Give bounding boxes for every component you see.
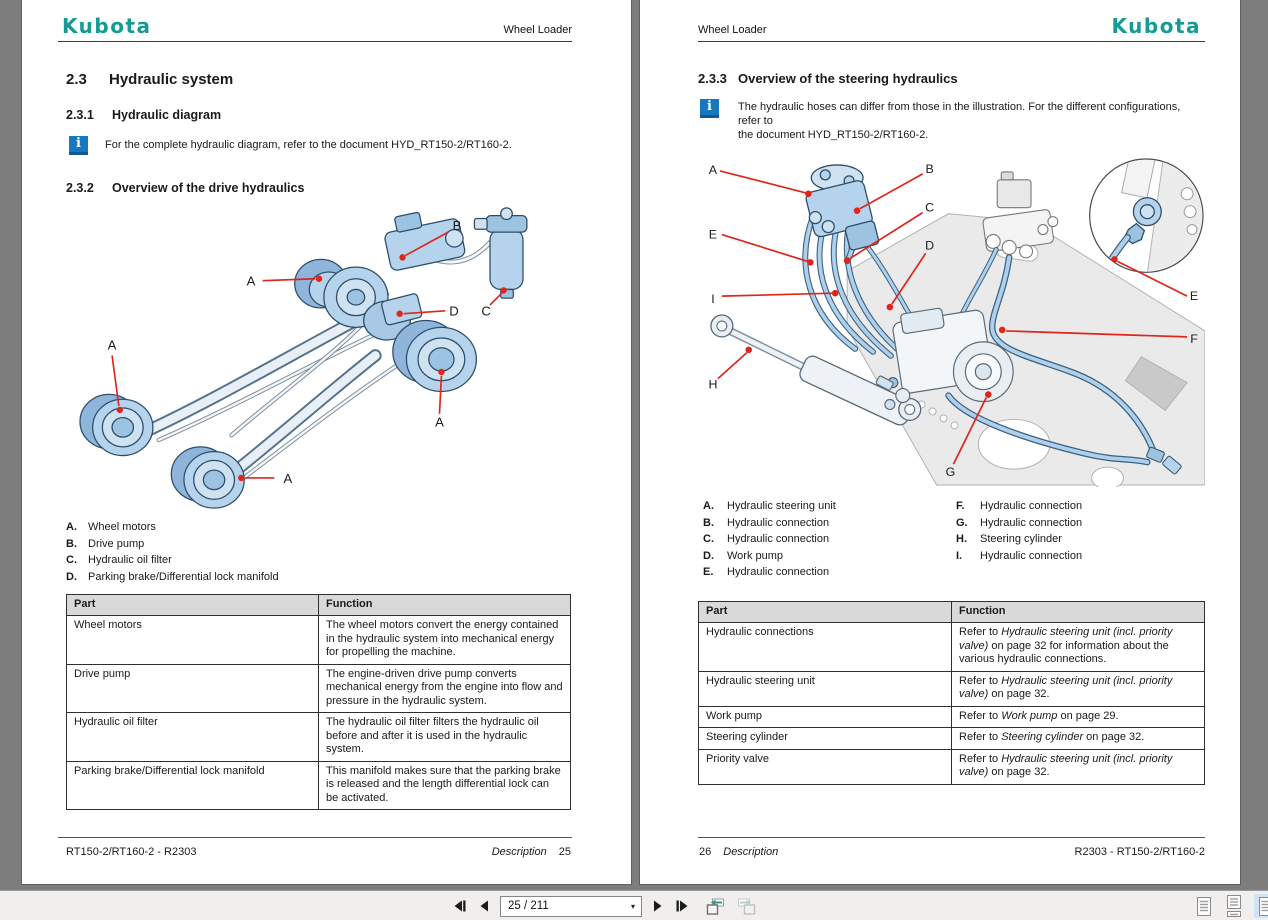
- callout-d-label: D: [925, 238, 935, 253]
- diagram-legend: [66, 521, 572, 583]
- table-row: Hydraulic steering unit Refer to Hydraulic steering unit (incl. priority valve) on page 32.: [699, 671, 1205, 706]
- callout-a-label: A: [283, 470, 293, 486]
- legend-item: E. Hydraulic connection: [703, 566, 830, 578]
- page-number-input[interactable]: [501, 900, 625, 912]
- footer-doc-ref: RT150-2/RT160-2 - R2303: [66, 846, 197, 858]
- last-page-icon: [675, 900, 689, 912]
- doc-type-label: Wheel Loader: [503, 24, 572, 36]
- callout-a-label: A: [708, 162, 718, 177]
- legend-item: C. Hydraulic connection: [703, 533, 830, 545]
- callout-a-label: A: [107, 337, 117, 353]
- section-number: 2.3: [66, 71, 87, 88]
- previous-view-button[interactable]: [703, 895, 727, 917]
- next-view-icon: [736, 897, 758, 916]
- first-page-icon: [453, 900, 467, 912]
- previous-page-icon: [478, 900, 490, 912]
- footer-chapter: Description: [491, 846, 547, 858]
- cross-reference: Hydraulic steering unit (incl. priority valve): [959, 674, 1173, 700]
- previous-page-button[interactable]: [476, 895, 492, 917]
- cross-reference: Work pump: [1001, 709, 1058, 722]
- pdf-viewer-toolbar: [0, 890, 1268, 920]
- legend-item: D. Work pump: [703, 549, 784, 562]
- legend-item: G. Hydraulic connection: [956, 516, 1083, 529]
- page-number-combobox[interactable]: [500, 896, 642, 917]
- callout-c-label: C: [481, 303, 491, 319]
- callout-g-label: G: [945, 465, 956, 480]
- next-view-button[interactable]: [735, 895, 759, 917]
- info-note-text: For the complete hydraulic diagram, refer to the document HYD_RT150-2/RT160-2.: [105, 139, 512, 151]
- facing-layout-icon: [1258, 896, 1268, 917]
- continuous-layout-button[interactable]: [1224, 894, 1244, 918]
- page-header: [58, 13, 572, 42]
- col-header-part: Part: [67, 594, 319, 616]
- cross-reference: Steering cylinder: [1001, 731, 1084, 743]
- previous-view-icon: [704, 897, 726, 916]
- kubota-logo: Kubota: [62, 14, 152, 38]
- col-header-part: Part: [699, 601, 952, 623]
- next-page-button[interactable]: [650, 895, 666, 917]
- callout-b-label: B: [925, 161, 934, 176]
- col-header-function: Function: [319, 594, 571, 616]
- info-icon: i: [69, 136, 88, 155]
- legend-item: B. Drive pump: [66, 537, 145, 550]
- callout-e-label: E: [708, 227, 718, 242]
- callout-a-label: A: [435, 414, 444, 430]
- info-icon: i: [700, 99, 719, 118]
- table-row: Hydraulic oil filter The hydraulic oil filter filters the hydraulic oil before and after it is used in the hydraulic system.: [67, 713, 571, 762]
- callout-i-label: I: [711, 292, 715, 307]
- section-heading: [66, 71, 572, 88]
- table-header-row: [67, 594, 571, 616]
- cross-reference: Hydraulic steering unit (incl. priority valve): [959, 752, 1173, 778]
- table-row: Wheel motors The wheel motors convert the energy contained in the hydraulic system into mechanical energy for propelling the machine.: [67, 616, 571, 665]
- table-row: Priority valve Refer to Hydraulic steering unit (incl. priority valve) on page 32.: [699, 749, 1205, 784]
- doc-type-label: Wheel Loader: [698, 24, 767, 36]
- next-page-icon: [652, 900, 664, 912]
- callout-e-label: E: [1189, 289, 1199, 304]
- continuous-layout-icon: [1226, 895, 1242, 917]
- callout-f-label: F: [1190, 331, 1198, 346]
- legend-item: C. Hydraulic oil filter: [66, 554, 172, 566]
- callout-b-label: B: [452, 218, 462, 234]
- callout-c-label: C: [925, 200, 935, 215]
- page-footer: [58, 837, 572, 858]
- table-header-row: [699, 601, 1205, 623]
- facing-layout-button[interactable]: [1254, 894, 1268, 918]
- info-note: [69, 136, 572, 155]
- single-page-layout-icon: [1196, 896, 1212, 917]
- table-row: Parking brake/Differential lock manifold This manifold makes sure that the parking brake is released and the length differential lock can be activated.: [67, 761, 571, 810]
- legend-item: B. Hydraulic connection: [703, 516, 830, 529]
- first-page-button[interactable]: [452, 895, 468, 917]
- steering-hydraulics-diagram: [698, 154, 1205, 487]
- subsection-231-heading: 2.3.1 Hydraulic diagram: [66, 108, 222, 122]
- table-row: Drive pump The engine-driven drive pump converts mechanical energy from the engine into flow and pressure in the hydraulic system.: [67, 664, 571, 713]
- part-function-table: [66, 594, 571, 811]
- col-header-function: Function: [952, 601, 1205, 623]
- diagram-legend: [698, 500, 1205, 583]
- cross-reference: Hydraulic steering unit (incl. priority valve): [959, 626, 1173, 652]
- kubota-logo: Kubota: [1111, 14, 1201, 38]
- info-note-text: The hydraulic hoses can differ from those in the illustration. For the different configurations, refer to the document HYD_RT150-2/RT160-2.: [738, 101, 1181, 141]
- last-page-button[interactable]: [674, 895, 690, 917]
- footer-doc-ref: R2303 - RT150-2/RT160-2: [1074, 846, 1205, 858]
- footer-page-number: 26: [699, 846, 712, 858]
- part-function-table: [698, 601, 1205, 785]
- single-page-layout-button[interactable]: [1194, 894, 1214, 918]
- footer-chapter: Description: [723, 846, 779, 858]
- legend-item: D. Parking brake/Differential lock manifold: [66, 570, 279, 583]
- callout-h-label: H: [708, 377, 718, 392]
- page-footer: [698, 837, 1205, 858]
- subsection-233-heading: 2.3.3 Overview of the steering hydraulics: [698, 71, 958, 86]
- legend-item: I. Hydraulic connection: [956, 549, 1083, 562]
- table-row: Steering cylinder Refer to Steering cylinder on page 32.: [699, 728, 1205, 750]
- page-header: [698, 13, 1205, 42]
- drive-hydraulics-diagram: [66, 202, 572, 509]
- callout-d-label: D: [449, 303, 459, 319]
- combo-dropdown-arrow[interactable]: ▾: [630, 901, 635, 911]
- subsection-232-heading: 2.3.2 Overview of the drive hydraulics: [66, 181, 305, 195]
- legend-item: F. Hydraulic connection: [956, 500, 1083, 512]
- table-row: Work pump Refer to Work pump on page 29.: [699, 706, 1205, 728]
- footer-page-number: 25: [558, 846, 571, 858]
- manual-page-left: [21, 0, 632, 885]
- legend-item: A. Hydraulic steering unit: [703, 500, 836, 512]
- callout-a-label: A: [246, 273, 256, 289]
- section-title: Hydraulic system: [109, 71, 234, 88]
- manual-page-right: [639, 0, 1241, 885]
- info-note: [700, 99, 1205, 142]
- legend-item: A. Wheel motors: [66, 521, 156, 533]
- table-row: Hydraulic connections Refer to Hydraulic steering unit (incl. priority valve) on page 32 for information about the various hydraulic connections.: [699, 623, 1205, 672]
- legend-item: H. Steering cylinder: [956, 533, 1062, 545]
